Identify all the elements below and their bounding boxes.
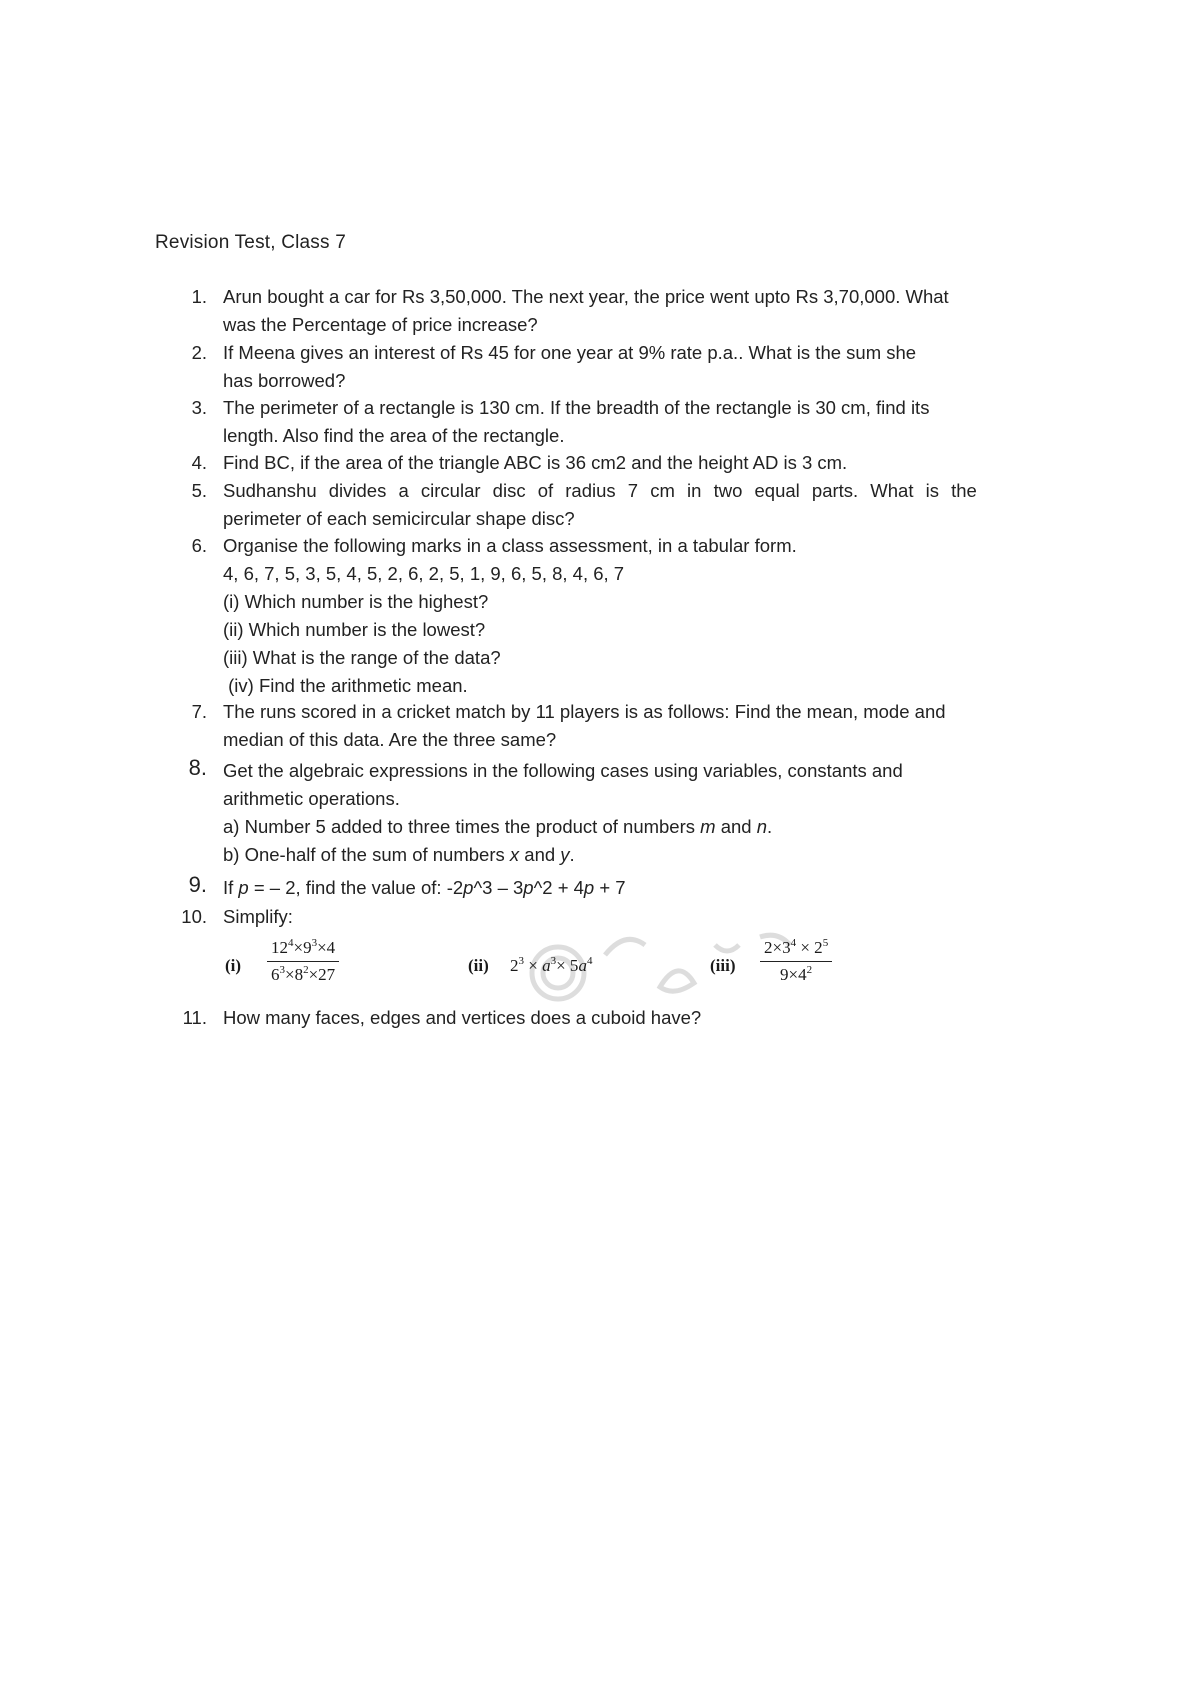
question-text: How many faces, edges and vertices does a cuboid have? xyxy=(223,1007,702,1028)
sub-question-a: a) Number 5 added to three times the product of numbers m and n. xyxy=(223,816,773,837)
question-number: 5. xyxy=(191,480,207,501)
marks-data: 4, 6, 7, 5, 3, 5, 4, 5, 2, 6, 2, 5, 1, 9, 6, 5, 8, 4, 6, 7 xyxy=(223,563,625,584)
page-title: Revision Test, Class 7 xyxy=(155,232,346,253)
question-text: median of this data. Are the three same? xyxy=(223,729,557,750)
question-text: Organise the following marks in a class assessment, in a tabular form. xyxy=(223,535,797,556)
sub-question-b: b) One-half of the sum of numbers x and y. xyxy=(223,844,575,865)
numerator: $12^4\times 9^3\times 4$ xyxy=(267,938,339,962)
sub-question: (iv) Find the arithmetic mean. xyxy=(223,675,468,696)
sub-question: (ii) Which number is the lowest? xyxy=(223,619,486,640)
question-text: The runs scored in a cricket match by 11 players is as follows: Find the mean, mode and xyxy=(223,701,946,722)
question-number: 4. xyxy=(191,452,207,473)
question-text: length. Also find the area of the rectangle. xyxy=(223,425,565,446)
question-text: Sudhanshu divides a circular disc of radius 7 cm in two equal parts. What is the xyxy=(223,480,977,501)
expression-label: (ii) xyxy=(468,956,489,975)
denominator: $9\times 4^2$ xyxy=(780,964,813,984)
question-text: perimeter of each semicircular shape disc? xyxy=(223,508,575,529)
expression-ii xyxy=(468,938,648,996)
question-text: arithmetic operations. xyxy=(223,788,400,809)
sub-question: (iii) What is the range of the data? xyxy=(223,647,501,668)
expression-i xyxy=(225,938,405,996)
question-text: Simplify: xyxy=(223,906,293,927)
question-number: 1. xyxy=(191,286,207,307)
question-text: If Meena gives an interest of Rs 45 for one year at 9% rate p.a.. What is the sum she xyxy=(223,342,917,363)
question-text: has borrowed? xyxy=(223,370,346,391)
question-text: Find BC, if the area of the triangle ABC is 36 cm2 and the height AD is 3 cm. xyxy=(223,452,848,473)
question-number: 9. xyxy=(188,872,207,897)
question-number: 8. xyxy=(188,755,207,780)
question-text: Get the algebraic expressions in the following cases using variables, constants and xyxy=(223,760,903,781)
sub-question: (i) Which number is the highest? xyxy=(223,591,489,612)
product-expression: $2^3 \times a^3\times 5a^4$ xyxy=(510,955,593,975)
expression-label: (iii) xyxy=(710,956,736,975)
simplify-expressions xyxy=(225,938,925,996)
question-text: Arun bought a car for Rs 3,50,000. The next year, the price went upto Rs 3,70,000. What xyxy=(223,286,949,307)
question-text: The perimeter of a rectangle is 130 cm. If the breadth of the rectangle is 30 cm, find its xyxy=(223,397,930,418)
question-number: 6. xyxy=(191,535,207,556)
question-number: 10. xyxy=(181,906,207,927)
question-number: 2. xyxy=(191,342,207,363)
question-number: 7. xyxy=(191,701,207,722)
fraction xyxy=(267,938,339,985)
question-text: was the Percentage of price increase? xyxy=(223,314,538,335)
question-number: 3. xyxy=(191,397,207,418)
question-number: 11. xyxy=(182,1007,207,1028)
expression-label: (i) xyxy=(225,956,242,975)
question-text: If p = – 2, find the value of: -2p^3 – 3p^2 + 4p + 7 xyxy=(223,877,626,898)
denominator: $6^3\times 8^2\times 27$ xyxy=(271,964,336,984)
expression-iii xyxy=(710,938,910,996)
fraction xyxy=(760,938,832,985)
numerator: $2\times 3^4 \times 2^5$ xyxy=(760,938,832,962)
